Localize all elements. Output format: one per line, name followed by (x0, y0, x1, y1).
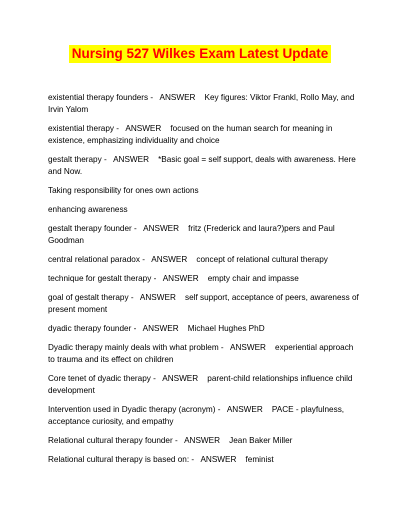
qa-entry: Relational cultural therapy founder - ANSWER Jean Baker Miller (48, 436, 293, 445)
qa-entry: existential therapy - ANSWER focused on the human search for meaning in existence, emphasizing individuality and choice (48, 124, 335, 145)
qa-entry: Core tenet of dyadic therapy - ANSWER parent-child relationships influence child development (48, 374, 355, 395)
qa-entry: goal of gestalt therapy - ANSWER self support, acceptance of peers, awareness of present moment (48, 293, 362, 314)
qa-entry: central relational paradox - ANSWER concept of relational cultural therapy (48, 255, 328, 264)
title-container (0, 45, 400, 63)
qa-list (48, 92, 360, 473)
qa-entry: technique for gestalt therapy - ANSWER empty chair and impasse (48, 274, 299, 283)
qa-entry: Intervention used in Dyadic therapy (acronym) - ANSWER PACE - playfulness, acceptance curiosity, and empathy (48, 405, 347, 426)
qa-entry: Relational cultural therapy is based on: - ANSWER feminist (48, 455, 274, 464)
document-title: Nursing 527 Wilkes Exam Latest Update (69, 45, 331, 63)
qa-entry: dyadic therapy founder - ANSWER Michael Hughes PhD (48, 324, 265, 333)
qa-entry: gestalt therapy - ANSWER *Basic goal = self support, deals with awareness. Here and Now. (48, 155, 359, 176)
qa-entry: Taking responsibility for ones own actions (48, 186, 199, 195)
qa-entry: gestalt therapy founder - ANSWER fritz (Frederick and laura?)pers and Paul Goodman (48, 224, 337, 245)
qa-entry: Dyadic therapy mainly deals with what problem - ANSWER experiential approach to trauma and its effect on children (48, 343, 356, 364)
qa-entry: enhancing awareness (48, 205, 128, 214)
qa-entry: existential therapy founders - ANSWER Key figures: Viktor Frankl, Rollo May, and Irvin Yalom (48, 93, 357, 114)
